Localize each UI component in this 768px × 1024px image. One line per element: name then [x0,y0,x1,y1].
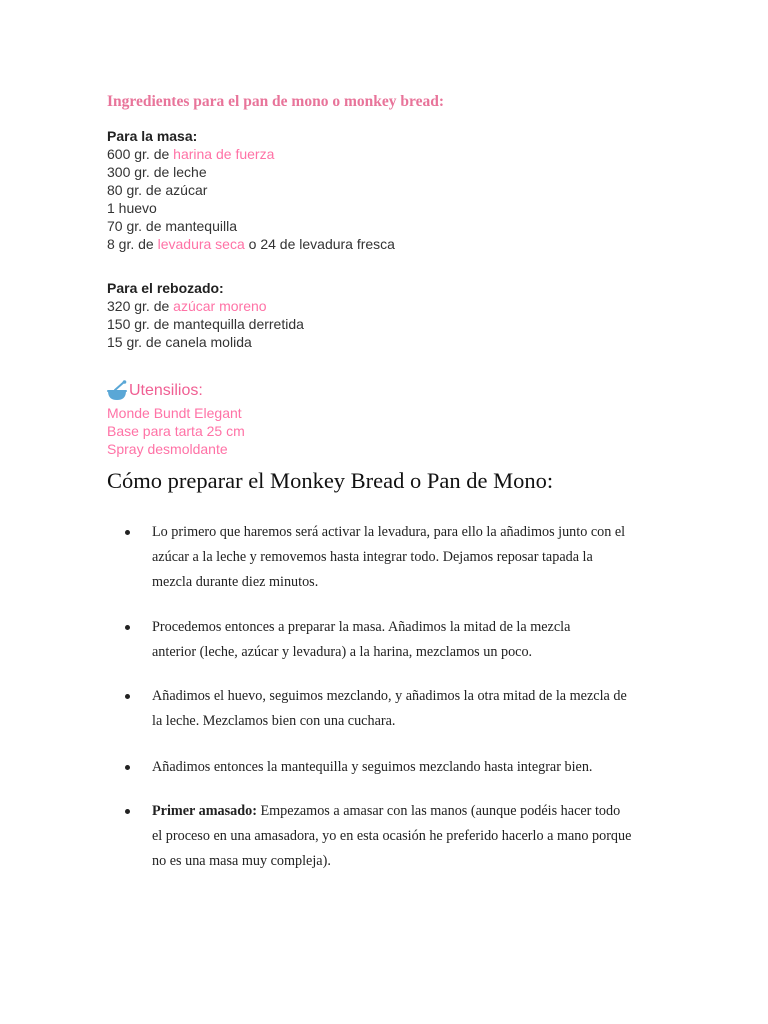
item-text: 300 gr. de leche [107,164,207,180]
step-line: la leche. Mezclamos bien con una cuchara. [152,713,396,729]
ingredients-heading: Ingredientes para el pan de mono o monkey bread: [107,93,445,110]
bullet-icon [125,765,130,770]
step-text [152,799,667,874]
item-text: 320 gr. de [107,298,174,314]
ingredient-link[interactable]: azúcar moreno [173,298,267,314]
bullet-icon [125,809,130,814]
item-text: o 24 de levadura fresca [244,236,395,252]
step-text [152,615,667,665]
step-line: no es una masa muy compleja). [152,853,331,869]
step-line: mezcla durante diez minutos. [152,574,319,590]
step-line: azúcar a la leche y removemos hasta integrar todo. Dejamos reposar tapada la [152,549,593,565]
step-line: Añadimos entonces la mantequilla y seguimos mezclando hasta integrar bien. [152,759,593,775]
masa-section [107,127,395,253]
mixing-bowl-icon [105,379,129,403]
utensil-link[interactable]: Base para tarta 25 cm [107,423,245,439]
step-line [152,799,667,824]
item-text: 1 huevo [107,200,157,216]
utensilios-title-row [107,378,245,404]
masa-item [107,181,395,199]
rebozado-item [107,333,304,351]
step-text [152,520,667,595]
rebozado-section [107,279,304,351]
item-text: 600 gr. de [107,146,174,162]
item-text: 8 gr. de [107,236,158,252]
item-text: 15 gr. de canela molida [107,334,252,350]
step-line: el proceso en una amasadora, yo en esta ocasión he preferido hacerlo a mano porque [152,828,632,844]
step-text [152,684,667,734]
item-text: 70 gr. de mantequilla [107,218,237,234]
masa-title: Para la masa: [107,128,198,144]
rebozado-item [107,315,304,333]
step-line: Procedemos entonces a preparar la masa. Añadimos la mitad de la mezcla [152,619,571,635]
bullet-icon [125,625,130,630]
masa-item [107,163,395,181]
masa-item [107,145,395,163]
item-text: 80 gr. de azúcar [107,182,208,198]
step-line: anterior (leche, azúcar y levadura) a la harina, mezclamos un poco. [152,644,533,660]
utensil-link[interactable]: Monde Bundt Elegant [107,405,242,421]
utensilios-section [107,378,245,458]
ingredient-link[interactable]: harina de fuerza [173,146,275,162]
step-text [152,755,667,780]
main-title: Cómo preparar el Monkey Bread o Pan de Mono: [107,468,554,493]
ingredient-link[interactable]: levadura seca [157,236,245,252]
utensil-link[interactable]: Spray desmoldante [107,441,228,457]
rebozado-item [107,297,304,315]
masa-item [107,217,395,235]
masa-item [107,199,395,217]
bullet-icon [125,694,130,699]
step-line: Lo primero que haremos será activar la levadura, para ello la añadimos junto con el [152,524,626,540]
step-bold-label: Primer amasado: [152,803,257,819]
rebozado-title: Para el rebozado: [107,280,224,296]
item-text: 150 gr. de mantequilla derretida [107,316,304,332]
utensilios-title: Utensilios: [129,382,203,399]
bullet-icon [125,530,130,535]
step-line-text: Empezamos a amasar con las manos (aunque podéis hacer todo [256,803,621,819]
masa-item [107,235,395,253]
step-line: Añadimos el huevo, seguimos mezclando, y añadimos la otra mitad de la mezcla de [152,688,627,704]
